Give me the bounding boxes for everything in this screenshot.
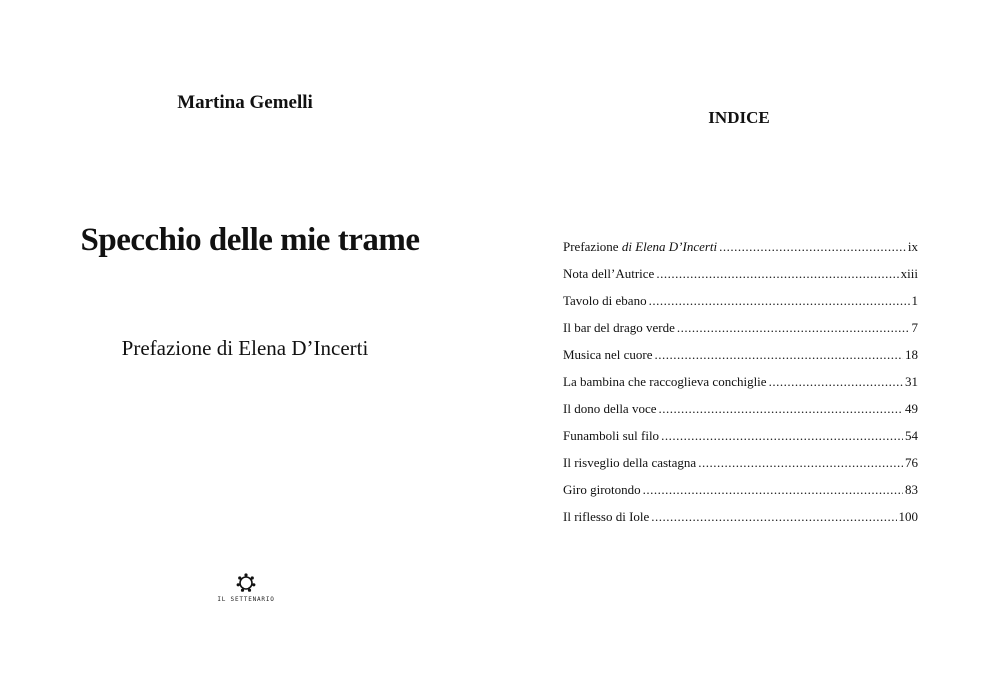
- toc-entry-page: 31: [905, 374, 918, 389]
- toc-entry-title: Prefazione: [563, 239, 622, 254]
- toc-entry-page: 18: [905, 347, 918, 362]
- publisher-name: IL SETTENARIO: [217, 596, 275, 603]
- septenary-star-icon: [236, 573, 256, 593]
- toc-entry: [563, 428, 918, 455]
- toc-entry-title: Nota dell’Autrice: [563, 266, 655, 281]
- toc-entry-title: Giro girotondo: [563, 482, 641, 497]
- toc-leader-dots: [649, 293, 910, 309]
- toc-entry-page: 49: [905, 401, 918, 416]
- toc-entry: [563, 482, 918, 509]
- toc-entry-page: 100: [898, 509, 918, 524]
- toc-entry-page: 76: [905, 455, 918, 470]
- toc-leader-dots: [661, 428, 903, 444]
- toc-leader-dots: [656, 266, 898, 282]
- preface-credit: Prefazione di Elena D’Incerti: [121, 336, 369, 360]
- toc-heading: INDICE: [708, 108, 770, 127]
- toc-leader-dots: [677, 320, 910, 336]
- table-of-contents: [563, 239, 918, 536]
- toc-entry: [563, 293, 918, 320]
- toc-entry: [563, 239, 918, 266]
- toc-entry-page: ix: [907, 239, 918, 254]
- toc-entry-title: Il riflesso di Iole: [563, 509, 650, 524]
- toc-leader-dots: [651, 509, 896, 525]
- toc-entry-title: Il dono della voce: [563, 401, 657, 416]
- right-page: [493, 0, 986, 700]
- toc-leader-dots: [659, 401, 904, 417]
- publisher-logo: [210, 573, 282, 603]
- toc-entry-page: xiii: [900, 266, 918, 281]
- toc-entry-page: 7: [911, 320, 918, 335]
- toc-entry-title: Tavolo di ebano: [563, 293, 647, 308]
- toc-entry-page: 54: [905, 428, 918, 443]
- toc-leader-dots: [655, 347, 903, 363]
- toc-entry-page: 83: [905, 482, 918, 497]
- toc-entry: [563, 509, 918, 536]
- toc-entry-title: La bambina che raccoglieva conchiglie: [563, 374, 767, 389]
- toc-entry: [563, 374, 918, 401]
- book-title: Specchio delle mie trame: [80, 222, 420, 258]
- toc-entry: [563, 320, 918, 347]
- toc-entry-title: Funamboli sul filo: [563, 428, 660, 443]
- toc-leader-dots: [643, 482, 903, 498]
- toc-entry-page: 1: [911, 293, 918, 308]
- toc-entry: [563, 401, 918, 428]
- toc-leader-dots: [719, 239, 906, 255]
- toc-leader-dots: [769, 374, 903, 390]
- toc-entry: [563, 347, 918, 374]
- toc-entry-title-italic: di Elena D’Incerti: [621, 239, 718, 254]
- toc-entry: [563, 455, 918, 482]
- toc-entry-title: Musica nel cuore: [563, 347, 653, 362]
- toc-entry-title: Il bar del drago verde: [563, 320, 675, 335]
- toc-entry: [563, 266, 918, 293]
- toc-leader-dots: [698, 455, 903, 471]
- toc-entry-title: Il risveglio della castagna: [563, 455, 697, 470]
- author-name: Martina Gemelli: [177, 92, 313, 113]
